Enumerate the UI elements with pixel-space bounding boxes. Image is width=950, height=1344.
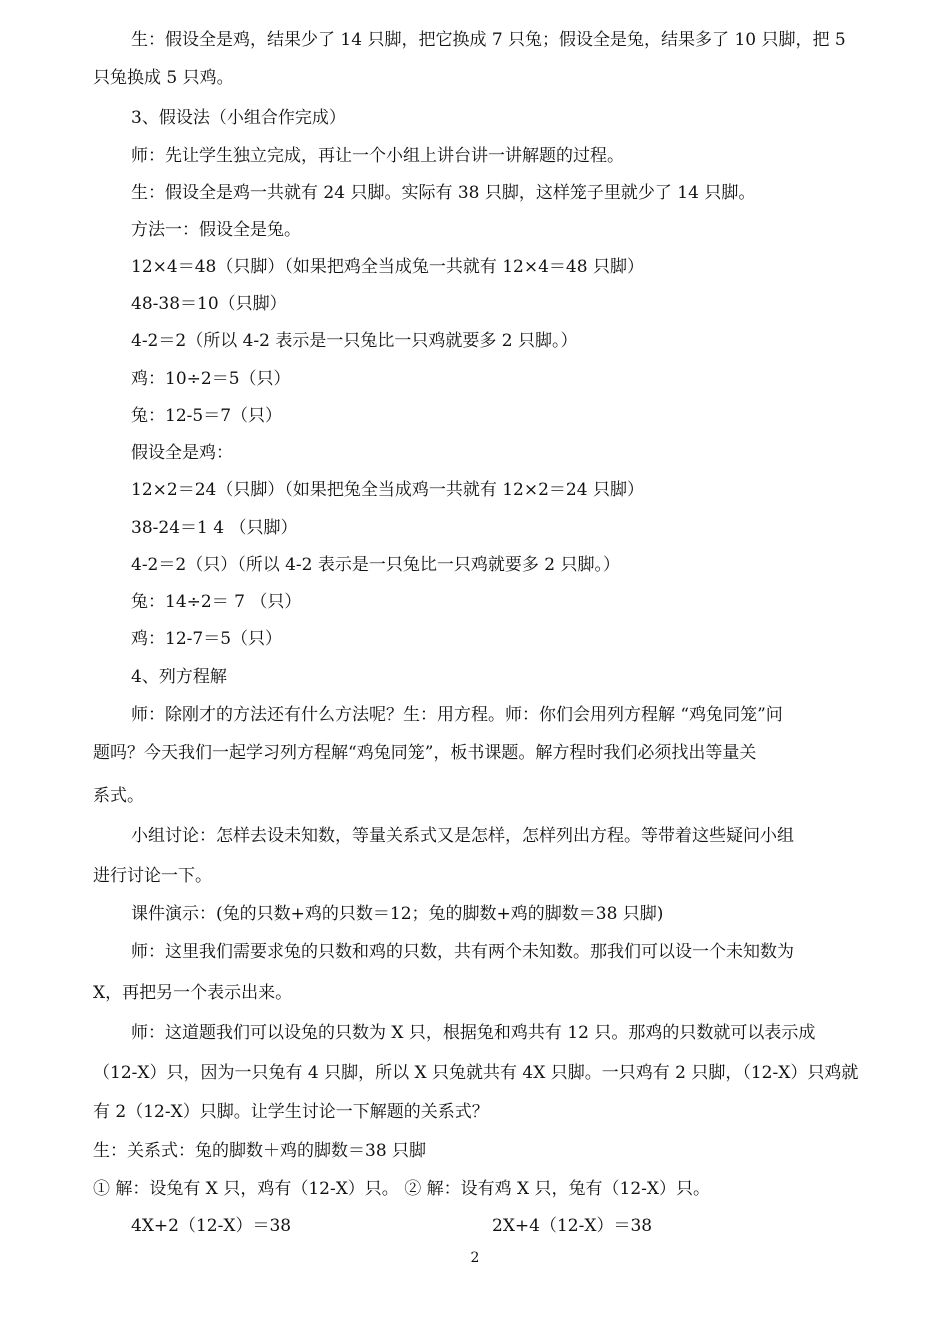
text-line: 师：先让学生独立完成，再让一个小组上讲台讲一讲解题的过程。 <box>131 146 624 166</box>
text-line: 48-38＝10（只脚） <box>131 294 287 314</box>
text-line: 4-2＝2（所以 4-2 表示是一只兔比一只鸡就要多 2 只脚。） <box>131 331 578 351</box>
text-line: 12×2＝24（只脚）（如果把兔全当成鸡一共就有 12×2＝24 只脚） <box>131 480 644 500</box>
text-line: 方法一：假设全是兔。 <box>131 220 301 240</box>
text-line: 只兔换成 5 只鸡。 <box>93 68 234 88</box>
text-line: 小组讨论：怎样去设未知数，等量关系式又是怎样，怎样列出方程。等带着这些疑问小组 <box>131 826 794 846</box>
text-line: ① 解：设兔有 X 只，鸡有（12-X）只。 ② 解：设有鸡 X 只，兔有（12-X）只。 <box>93 1179 710 1199</box>
equation-right: 2X+4（12-X）＝38 <box>492 1216 653 1236</box>
section-heading: 4、列方程解 <box>131 667 227 687</box>
text-line: 生：假设全是鸡，结果少了 14 只脚，把它换成 7 只兔；假设全是兔，结果多了 10 只脚，把 5 <box>131 30 846 50</box>
text-line: 兔：14÷2＝ 7 （只） <box>131 592 302 612</box>
text-line: 12×4＝48（只脚）（如果把鸡全当成兔一共就有 12×4＝48 只脚） <box>131 257 644 277</box>
equation-left: 4X+2（12-X）＝38 <box>131 1216 292 1236</box>
text-line: （12-X）只，因为一只兔有 4 只脚，所以 X 只兔就共有 4X 只脚。一只鸡有 2 只脚，（12-X）只鸡就 <box>93 1063 859 1083</box>
text-line: 兔：12-5＝7（只） <box>131 406 283 426</box>
text-line: 4-2＝2（只）（所以 4-2 表示是一只兔比一只鸡就要多 2 只脚。） <box>131 555 620 575</box>
page-number: 2 <box>470 1250 480 1266</box>
text-line: 鸡：12-7＝5（只） <box>131 629 283 649</box>
text-line: 师：除刚才的方法还有什么方法呢？生：用方程。师：你们会用列方程解 “鸡兔同笼”问 <box>131 705 783 725</box>
section-heading: 3、假设法（小组合作完成） <box>131 108 346 128</box>
text-line: 有 2（12-X）只脚。让学生讨论一下解题的关系式？ <box>93 1102 489 1122</box>
text-line: 师：这道题我们可以设兔的只数为 X 只，根据兔和鸡共有 12 只。那鸡的只数就可以表示成 <box>131 1023 816 1043</box>
text-line: 38-24＝1 4 （只脚） <box>131 518 298 538</box>
text-line: 课件演示：(兔的只数+鸡的只数＝12；兔的脚数+鸡的脚数＝38 只脚) <box>131 904 664 924</box>
text-line: 鸡：10÷2＝5（只） <box>131 369 291 389</box>
text-line: 生：假设全是鸡一共就有 24 只脚。实际有 38 只脚，这样笼子里就少了 14 只脚。 <box>131 183 756 203</box>
text-line: 题吗？今天我们一起学习列方程解“鸡兔同笼”，板书课题。解方程时我们必须找出等量关 <box>93 743 757 763</box>
text-line: 师：这里我们需要求兔的只数和鸡的只数，共有两个未知数。那我们可以设一个未知数为 <box>131 942 794 962</box>
text-line: X，再把另一个表示出来。 <box>93 983 293 1003</box>
text-line: 假设全是鸡： <box>131 443 233 463</box>
text-line: 系式。 <box>93 786 144 806</box>
text-line: 进行讨论一下。 <box>93 866 212 886</box>
text-line: 生：关系式：兔的脚数＋鸡的脚数＝38 只脚 <box>93 1141 427 1161</box>
